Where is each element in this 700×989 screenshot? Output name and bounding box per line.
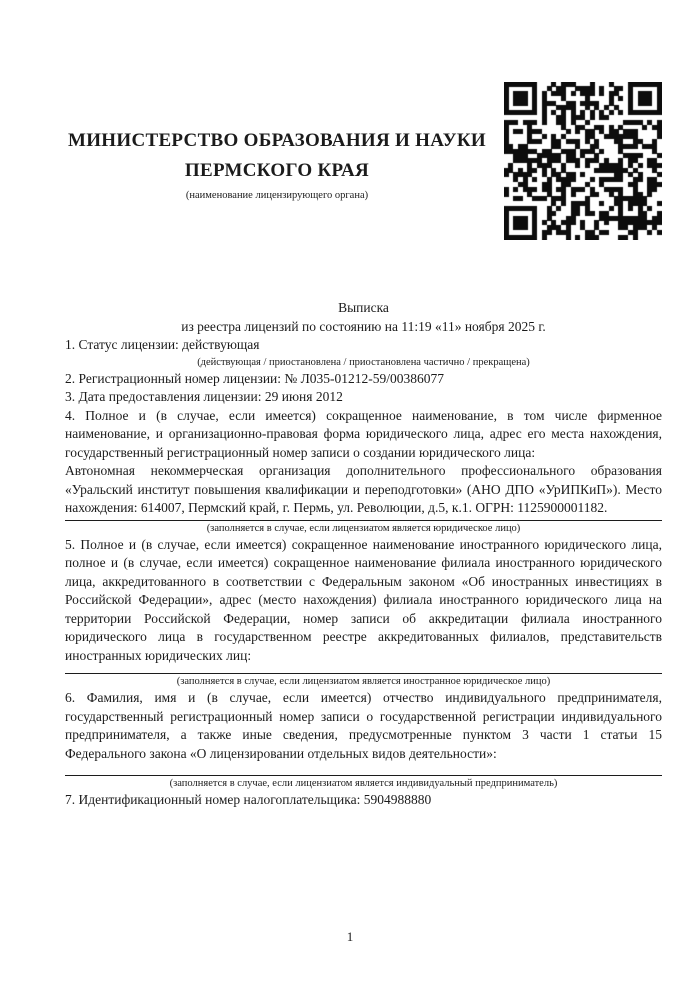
licensing-authority-caption: (наименование лицензирующего органа) [185,190,369,201]
item-6-caption: (заполняется в случае, если лицензиатом является индивидуальный предприниматель) [169,778,558,789]
ministry-name-line1: МИНИСТЕРСТВО ОБРАЗОВАНИЯ И НАУКИ [67,130,487,151]
item-6-blank-value [65,763,662,773]
item-4-legal-entity-value: Автономная некоммерческая организация дополнительного профессионального образования «Уральский институт повышения квалификации и переподготовки» (АНО ДПО «УрИПКиП»). Место нахождения: 614007, Пермский край, г. Пермь, ул. Революции, д.5, к.1. ОГРН: 1125900001182. [65,463,662,515]
item-4-caption: (заполняется в случае, если лицензиатом является юридическое лицо) [206,522,521,534]
item-5-blank-value [65,665,662,671]
item-7-taxpayer-id: 7. Идентификационный номер налогоплательщика: 5904988880 [65,792,432,807]
item-2-registration-number: 2. Регистрационный номер лицензии: № Л035-01212-59/00386077 [65,370,445,386]
item-6-entrepreneur-question: 6. Фамилия, имя и (в случае, если имеется) отчество индивидуального предпринимателя, государственный регистрационный номер записи о государственной регистрации индивидуального предпринимателя, а также иные сведения, предусмотренные пунктом 3 части 1 статьи 15 Федерального закона «О лицензировании отдельных видов деятельности»: [65,690,662,761]
item-3-license-grant-date: 3. Дата предоставления лицензии: 29 июня 2012 [65,389,343,404]
licensing-authority-block [62,126,492,203]
document-title [65,298,662,336]
document-title-line1: Выписка [338,300,389,315]
item-5-caption: (заполняется в случае, если лицензиатом является иностранное юридическое лицо) [176,676,551,687]
item-5-foreign-entity-question: 5. Полное и (в случае, если имеется) сокращенное наименование иностранного юридического лица, полное и (в случае, если имеется) сокращенное наименование филиала иностранного юридического лица, аккредитованного в соответствии с Федеральным законом «Об иностранных инвестициях в Российской Федерации», адрес (место нахождения) филиала иностранного юридического лица на территории Российской Федерации, номер записи об аккредитации филиала иностранного юридического лица в государственном реестре аккредитованных филиалов, представительств иностранных юридических лиц: [65,536,662,663]
item-6-fill-line [65,775,662,776]
item-1-status-options-caption: (действующая / приостановлена / приостановлена частично / прекращена) [197,356,530,368]
ministry-name-line2: ПЕРМСКОГО КРАЯ [184,160,370,181]
document-body [65,336,662,810]
item-4-fill-line [65,520,662,521]
qr-code [504,82,662,240]
item-1-license-status: 1. Статус лицензии: действующая [65,337,260,352]
item-4-legal-entity-question: 4. Полное и (в случае, если имеется) сокращенное наименование, в том числе фирменное наименование, и организационно-правовая форма юридического лица, адрес его места нахождения, государственный регистрационный номер записи о создании юридического лица: [65,407,662,460]
document-header [0,0,700,252]
item-5-fill-line [65,673,662,674]
document-title-line2: из реестра лицензий по состоянию на 11:19 «11» ноября 2025 г. [181,319,546,334]
page-number: 1 [346,929,354,944]
